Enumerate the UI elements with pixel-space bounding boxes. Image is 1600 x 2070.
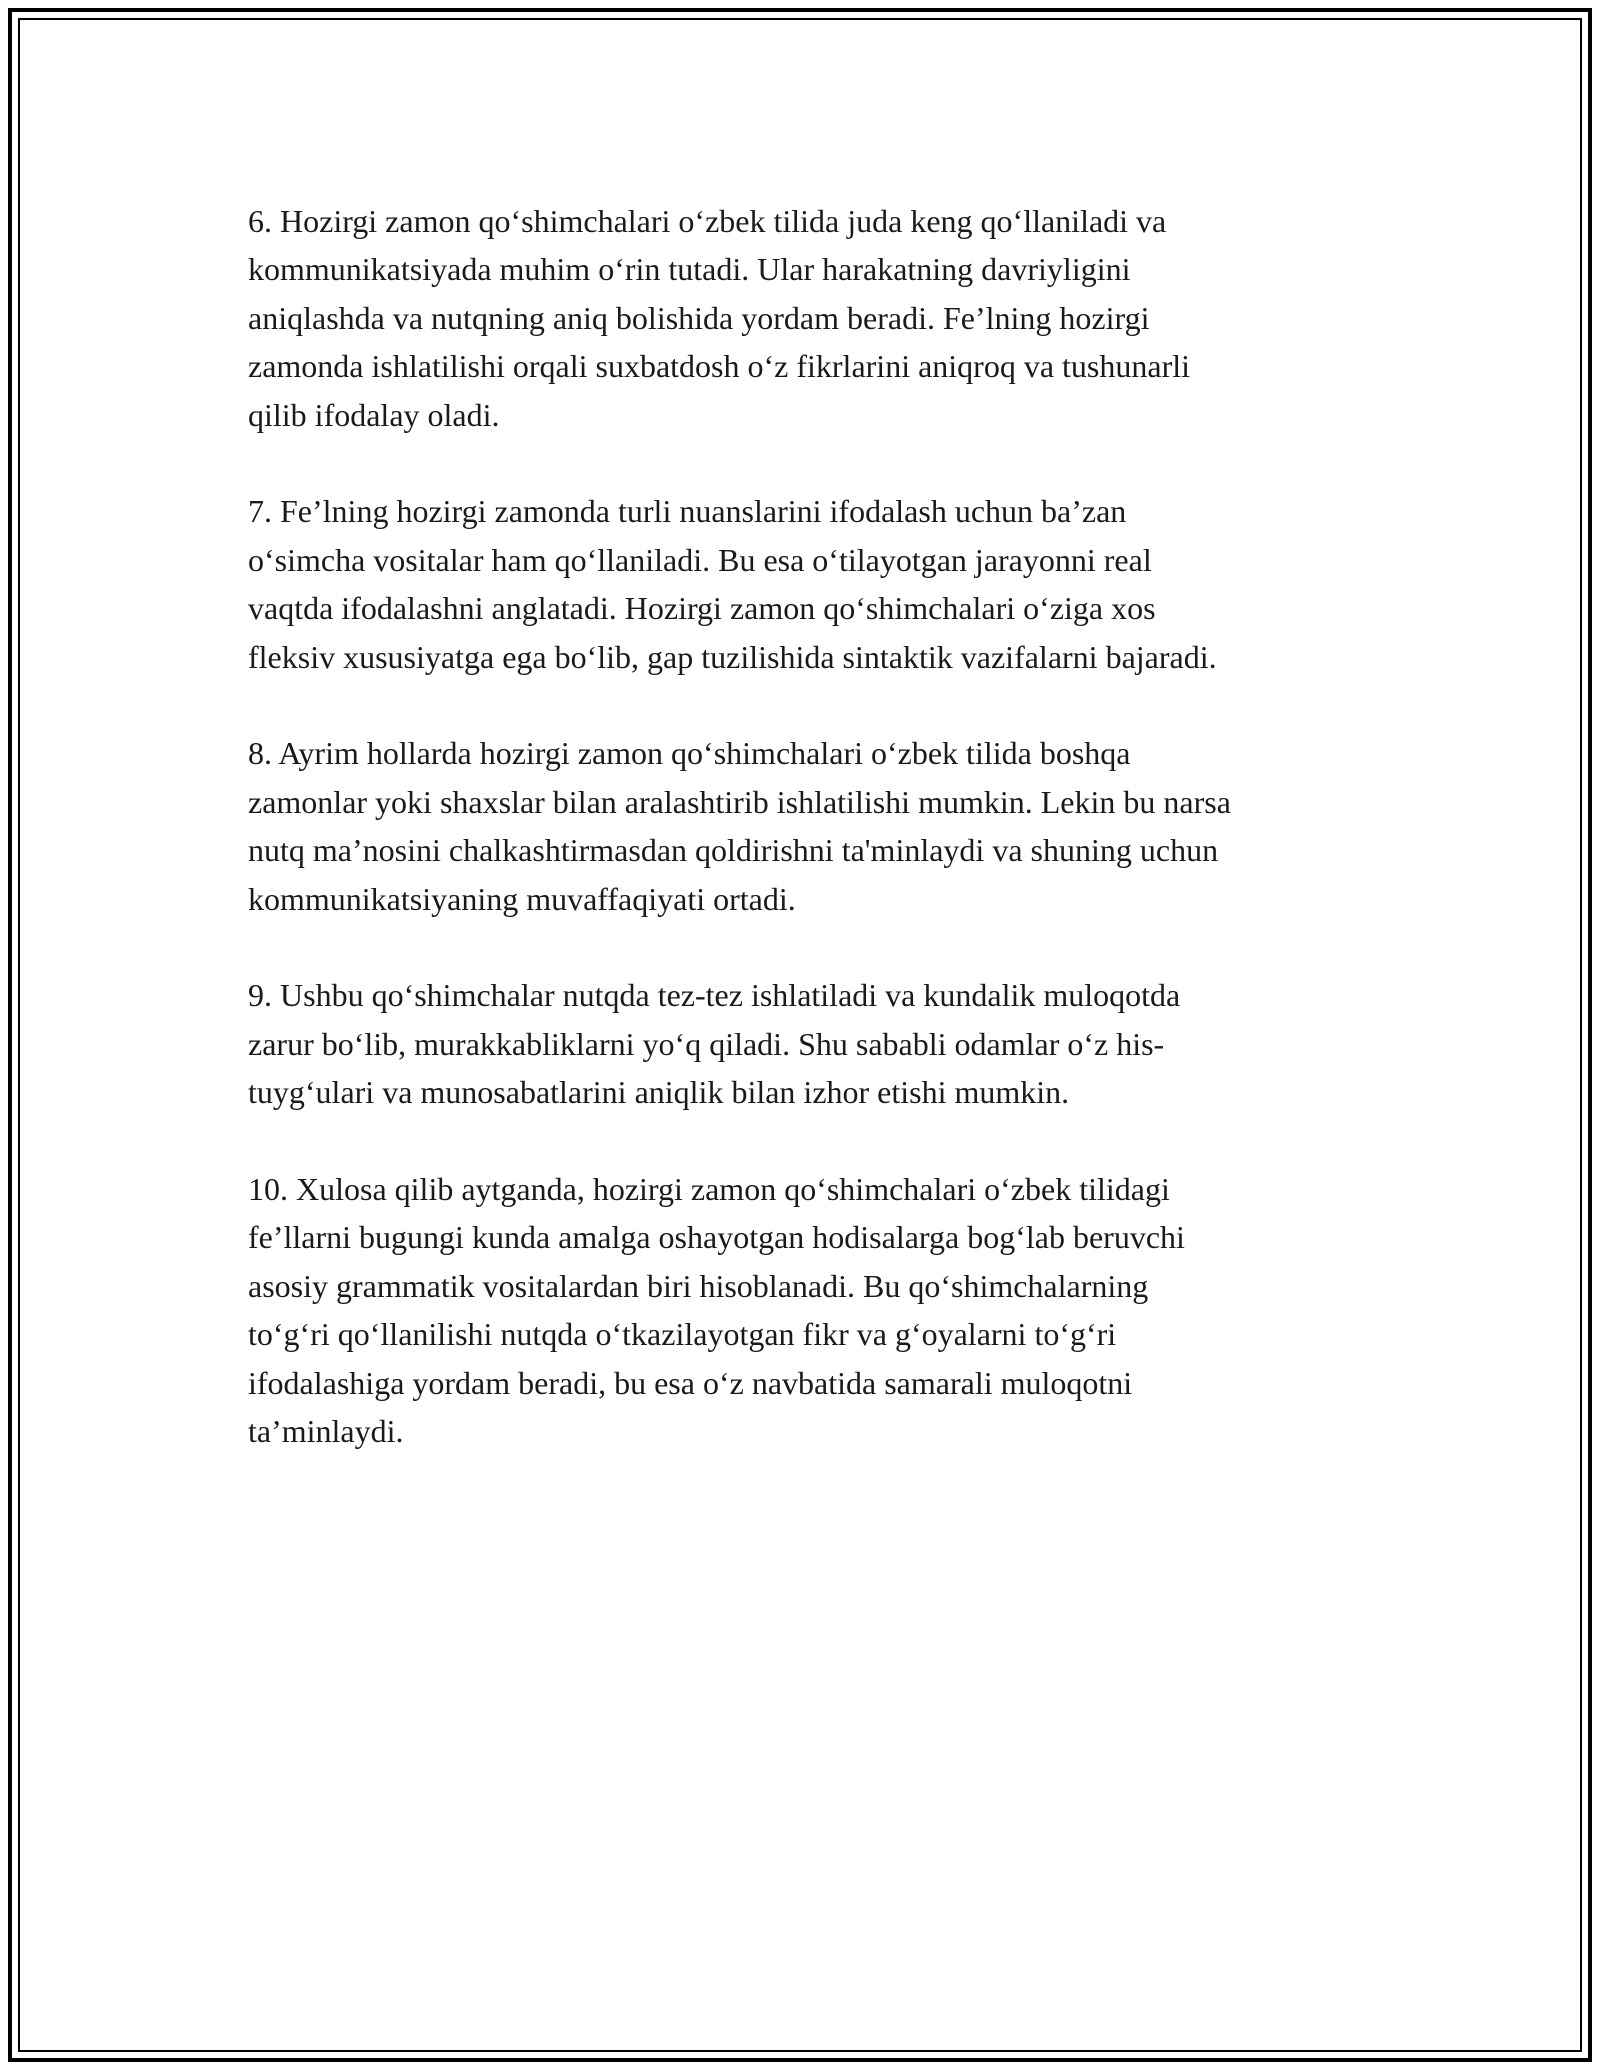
paragraph-line: nutq ma’nosini chalkashtirmasdan qoldirishni ta'minlaydi va shuning uchun bbox=[248, 832, 1219, 869]
paragraph-line: asosiy grammatik vositalardan biri hisoblanadi. Bu qo‘shimchalarning bbox=[248, 1267, 1149, 1304]
paragraph-line: fleksiv xususiyatga ega bo‘lib, gap tuzilishida sintaktik vazifalarni bajaradi. bbox=[248, 638, 1217, 675]
paragraph-line: 6. Hozirgi zamon qo‘shimchalari o‘zbek tilida juda keng qo‘llaniladi va bbox=[248, 203, 1167, 239]
paragraph-line: zamonlar yoki shaxslar bilan aralashtirib ishlatilishi mumkin. Lekin bu narsa bbox=[248, 783, 1231, 820]
paragraph-line: aniqlashda va nutqning aniq bolishida yordam beradi. Fe’lning hozirgi bbox=[248, 299, 1150, 336]
paragraph-line: zarur bo‘lib, murakkabliklarni yo‘q qiladi. Shu sababli odamlar o‘z his- bbox=[248, 1025, 1165, 1062]
paragraph-line: qilib ifodalay oladi. bbox=[248, 396, 500, 433]
paragraph-line: o‘simcha vositalar ham qo‘llaniladi. Bu esa o‘tilayotgan jarayonni real bbox=[248, 541, 1152, 578]
paragraph-line: tuyg‘ulari va munosabatlarini aniqlik bilan izhor etishi mumkin. bbox=[248, 1074, 1070, 1111]
paragraph-line: ta’minlaydi. bbox=[248, 1413, 404, 1450]
paragraph-line: to‘g‘ri qo‘llanilishi nutqda o‘tkazilayotgan fikr va g‘oyalarni to‘g‘ri bbox=[248, 1316, 1117, 1353]
paragraph-line: 10. Xulosa qilib aytganda, hozirgi zamon qo‘shimchalari o‘zbek tilidagi bbox=[248, 1171, 1170, 1208]
page-frame bbox=[8, 8, 1592, 2062]
paragraph-line: vaqtda ifodalashni anglatadi. Hozirgi zamon qo‘shimchalari o‘ziga xos bbox=[248, 590, 1156, 627]
paragraph-line: kommunikatsiyaning muvaffaqiyati ortadi. bbox=[248, 880, 796, 917]
paragraph-line: 7. Fe’lning hozirgi zamonda turli nuanslarini ifodalash uchun ba’zan bbox=[248, 493, 1127, 530]
paragraph-8 bbox=[248, 729, 1428, 923]
paragraph-7 bbox=[248, 487, 1428, 681]
paragraph-6 bbox=[248, 197, 1428, 439]
paragraph-9 bbox=[248, 971, 1428, 1116]
paragraph-line: 9. Ushbu qo‘shimchalar nutqda tez-tez ishlatiladi va kundalik muloqotda bbox=[248, 977, 1181, 1014]
paragraph-line: zamonda ishlatilishi orqali suxbatdosh o‘z fikrlarini aniqroq va tushunarli bbox=[248, 348, 1191, 385]
paragraph-line: ifodalashiga yordam beradi, bu esa o‘z navbatida samarali muloqotni bbox=[248, 1364, 1133, 1401]
document-body bbox=[248, 197, 1428, 1504]
paragraph-line: fe’llarni bugungi kunda amalga oshayotgan hodisalarga bog‘lab beruvchi bbox=[248, 1219, 1185, 1256]
paragraph-10 bbox=[248, 1165, 1428, 1455]
paragraph-line: 8. Ayrim hollarda hozirgi zamon qo‘shimchalari o‘zbek tilida boshqa bbox=[248, 735, 1131, 772]
paragraph-line: kommunikatsiyada muhim o‘rin tutadi. Ular harakatning davriyligini bbox=[248, 251, 1131, 288]
